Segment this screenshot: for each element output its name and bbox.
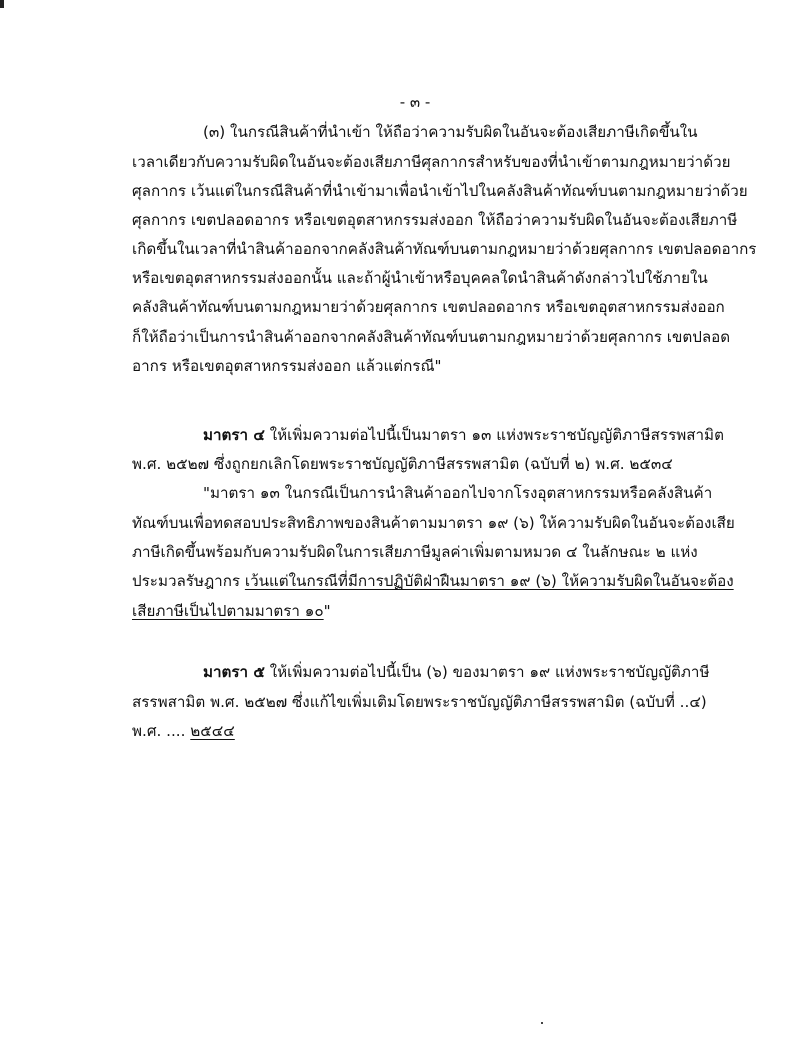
quote-line bbox=[132, 599, 331, 623]
section-5-line: สรรพสามิต พ.ศ. ๒๕๒๗ ซึ่งแก้ไขเพิ่มเติมโดยพระราชบัญญัติภาษีสรรพสามิต (ฉบับที่ ..๔) bbox=[132, 693, 707, 711]
scan-artifact bbox=[541, 1022, 543, 1024]
section-5-text: ให้เพิ่มความต่อไปนี้เป็น (๖) ของมาตรา ๑๙ แห่งพระราชบัญญัติภาษี bbox=[264, 663, 710, 681]
section-5-heading: มาตรา ๕ bbox=[203, 663, 265, 681]
section-4-heading: มาตรา ๔ bbox=[203, 426, 265, 444]
underlined-amendment-text: เว้นแต่ในกรณีที่มีการปฏิบัติฝ่าฝืนมาตรา ๑๙ (๖) ให้ความรับผิดในอันจะต้อง bbox=[244, 572, 734, 590]
paragraph-line: อากร หรือเขตอุตสาหกรรมส่งออก แล้วแต่กรณี" bbox=[132, 357, 442, 375]
quote-text: ประมวลรัษฎากร bbox=[132, 572, 245, 590]
section-5-text: พ.ศ. .... bbox=[132, 722, 191, 740]
paragraph-line: ก็ให้ถือว่าเป็นการนำสินค้าออกจากคลังสินค้าทัณฑ์บนตามกฎหมายว่าด้วยศุลกากร เขตปลอด bbox=[132, 328, 731, 346]
section-5-first-line bbox=[203, 660, 709, 684]
quote-close: " bbox=[323, 602, 331, 620]
paragraph-line: เกิดขึ้นในเวลาที่นำสินค้าออกจากคลังสินค้าทัณฑ์บนตามกฎหมายว่าด้วยศุลกากร เขตปลอดอากร bbox=[132, 240, 757, 258]
paragraph-line: ศุลกากร เขตปลอดอากร หรือเขตอุตสาหกรรมส่งออก ให้ถือว่าความรับผิดในอันจะต้องเสียภาษี bbox=[132, 211, 738, 229]
quote-line: ทัณฑ์บนเพื่อทดสอบประสิทธิภาพของสินค้าตามมาตรา ๑๙ (๖) ให้ความรับผิดในอันจะต้องเสีย bbox=[132, 514, 735, 532]
paragraph-line: หรือเขตอุตสาหกรรมส่งออกนั้น และถ้าผู้นำเข้าหรือบุคคลใดนำสินค้าดังกล่าวไปใช้ภายใน bbox=[132, 269, 708, 287]
paragraph-line: ศุลกากร เว้นแต่ในกรณีสินค้าที่นำเข้ามาเพื่อนำเข้าไปในคลังสินค้าทัณฑ์บนตามกฎหมายว่าด้วย bbox=[132, 182, 748, 200]
quote-line: "มาตรา ๑๓ ในกรณีเป็นการนำสินค้าออกไปจากโรงอุตสาหกรรมหรือคลังสินค้า bbox=[203, 484, 713, 502]
quote-line: ภาษีเกิดขึ้นพร้อมกับความรับผิดในการเสียภาษีมูลค่าเพิ่มตามหมวด ๔ ในลักษณะ ๒ แห่ง bbox=[132, 543, 698, 561]
underlined-amendment-text: เสียภาษีเป็นไปตามมาตรา ๑๐ bbox=[132, 602, 324, 620]
quote-line bbox=[132, 569, 734, 593]
paragraph-line: เวลาเดียวกับความรับผิดในอันจะต้องเสียภาษีศุลกากรสำหรับของที่นำเข้าตามกฎหมายว่าด้วย bbox=[132, 153, 731, 171]
section-4-first-line bbox=[203, 423, 724, 447]
scan-artifact bbox=[0, 0, 4, 8]
underlined-year: ๒๕๔๔ bbox=[190, 722, 235, 740]
paragraph-line: (๓) ในกรณีสินค้าที่นำเข้า ให้ถือว่าความรับผิดในอันจะต้องเสียภาษีเกิดขึ้นใน bbox=[203, 123, 698, 141]
page-number: - ๓ - bbox=[399, 93, 431, 111]
paragraph-line: คลังสินค้าทัณฑ์บนตามกฎหมายว่าด้วยศุลกากร เขตปลอดอากร หรือเขตอุตสาหกรรมส่งออก bbox=[132, 298, 725, 316]
section-5-line bbox=[132, 719, 235, 743]
section-4-text: ให้เพิ่มความต่อไปนี้เป็นมาตรา ๑๓ แห่งพระราชบัญญัติภาษีสรรพสามิต bbox=[264, 426, 724, 444]
section-4-line: พ.ศ. ๒๕๒๗ ซึ่งถูกยกเลิกโดยพระราชบัญญัติภาษีสรรพสามิต (ฉบับที่ ๒) พ.ศ. ๒๕๓๔ bbox=[132, 455, 673, 473]
